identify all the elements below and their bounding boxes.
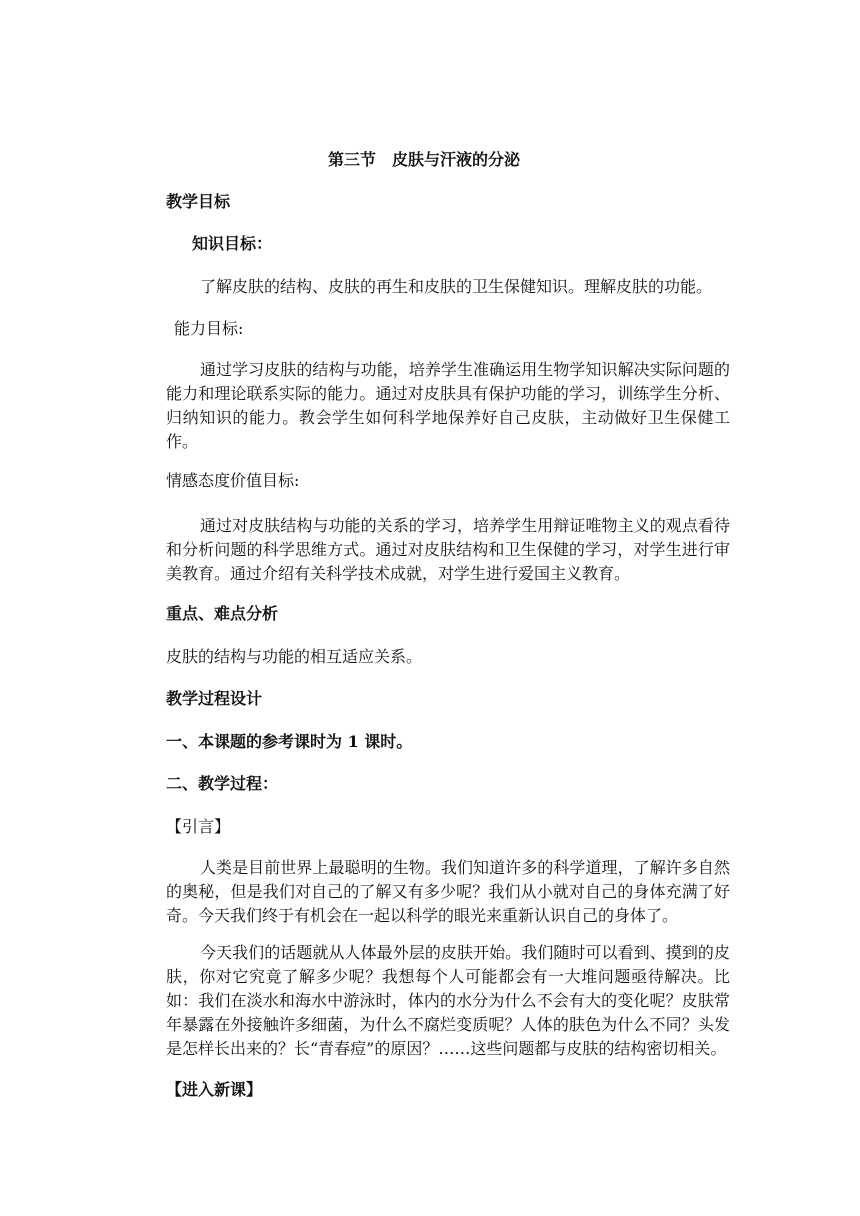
ability-objective-label: 能力目标:: [174, 319, 244, 338]
process-step-one: 一、本课题的参考课时为 1 课时。: [166, 732, 413, 751]
process-step-two: 二、教学过程：: [166, 774, 279, 793]
page-title: 第三节 皮肤与汗液的分泌: [328, 150, 521, 169]
heading-teaching-process: 教学过程设计: [166, 689, 263, 708]
heading-teaching-objectives: 教学目标: [166, 192, 231, 211]
emotion-objective-text: 通过对皮肤结构与功能的关系的学习，培养学生用辩证唯物主义的观点看待和分析问题的科学思维方式。通过对皮肤结构和卫生保健的学习，对学生进行审美教育。通过介绍有关科学技术成就，对学生进行爱国主义教育。: [166, 516, 730, 583]
knowledge-objective-text: 了解皮肤的结构、皮肤的再生和皮肤的卫生保健知识。理解皮肤的功能。: [200, 277, 713, 296]
heading-key-points: 重点、难点分析: [166, 604, 279, 623]
intro-paragraph-2: 今天我们的话题就从人体最外层的皮肤开始。我们随时可以看到、摸到的皮肤，你对它究竟了解多少呢？我想每个人可能都会有一大堆问题亟待解决。比如：我们在淡水和海水中游泳时，体内的水分为什么不会有大的变化呢？皮肤常年暴露在外接触许多细菌，为什么不腐烂变质呢？人体的肤色为什么不同？头发是怎样长出来的？长“青春痘”的原因？……这些问题都与皮肤的结构密切相关。: [166, 943, 730, 1058]
intro-paragraph-1: 人类是目前世界上最聪明的生物。我们知道许多的科学道理，了解许多自然的奥秘，但是我们对自己的了解又有多少呢？我们从小就对自己的身体充满了好奇。今天我们终于有机会在一起以科学的眼光来重新认识自己的身体了。: [166, 858, 730, 925]
new-lesson-label: 【进入新课】: [166, 1080, 263, 1099]
knowledge-objective-label: 知识目标：: [192, 234, 273, 253]
intro-label: 【引言】: [166, 817, 231, 836]
key-points-text: 皮肤的结构与功能的相互适应关系。: [166, 647, 423, 666]
ability-objective-text: 通过学习皮肤的结构与功能，培养学生准确运用生物学知识解决实际问题的能力和理论联系实际的能力。通过对皮肤具有保护功能的学习，训练学生分析、归纳知识的能力。教会学生如何科学地保养好自己皮肤，主动做好卫生保健工作。: [166, 360, 730, 451]
emotion-objective-label: 情感态度价值目标:: [166, 471, 300, 490]
